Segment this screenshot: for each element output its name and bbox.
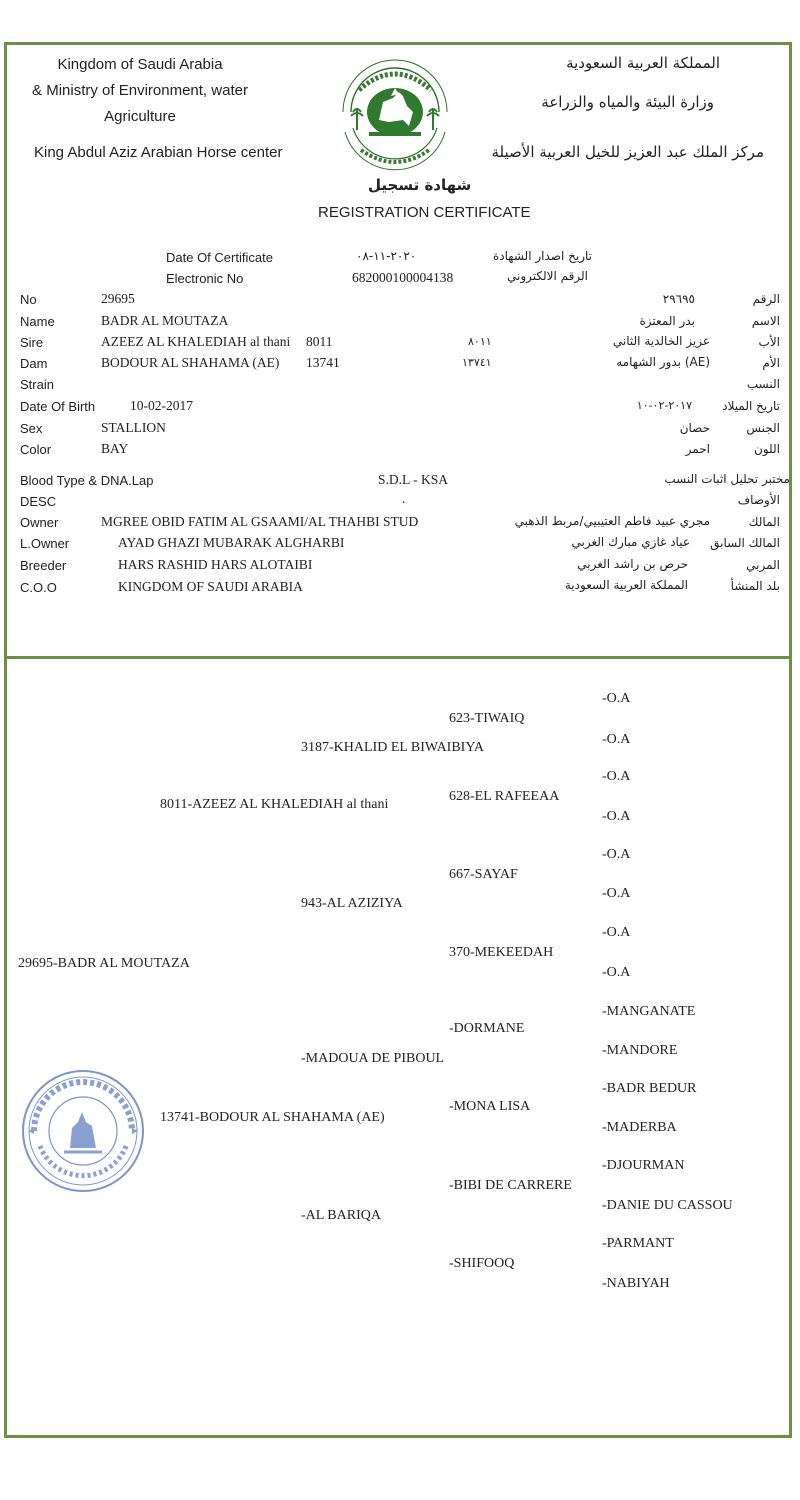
field-number: 8011	[306, 334, 333, 349]
pedigree-sire: 8011-AZEEZ AL KHALEDIAH al thani	[160, 797, 389, 812]
pedigree-gen2: -MADOUA DE PIBOUL	[301, 1051, 445, 1066]
date-of-certificate-label: Date Of Certificate	[166, 250, 273, 265]
pedigree-gen3: 623-TIWAIQ	[449, 711, 525, 726]
electronic-no-label: Electronic No	[166, 271, 244, 286]
breeder-label-ar: المربي	[746, 558, 780, 572]
breeder-value-ar: حرص بن راشد الغربي	[577, 557, 688, 571]
pedigree-gen4: -O.A	[602, 809, 631, 824]
field-value: STALLION	[101, 420, 166, 435]
field-value: 29695	[101, 291, 135, 306]
field-label-ar: الأب	[758, 335, 780, 349]
field-label: Name	[20, 314, 55, 329]
header-en-line2: & Ministry of Environment, water	[32, 82, 248, 99]
title-en: REGISTRATION CERTIFICATE	[318, 204, 531, 221]
pedigree-gen3: 370-MEKEEDAH	[449, 945, 554, 960]
field-value: BADR AL MOUTAZA	[101, 313, 229, 328]
field-number: 13741	[306, 355, 340, 370]
field-value: BAY	[101, 441, 129, 456]
title-ar: شهادة تسجيل	[368, 176, 472, 194]
pedigree-gen3: 667-SAYAF	[449, 867, 518, 882]
owner-label-ar: المالك	[748, 515, 780, 529]
blood-type-value: S.D.L - KSA	[378, 472, 449, 487]
pedigree-gen4: -O.A	[602, 691, 631, 706]
pedigree-gen3: -BIBI DE CARRERE	[449, 1178, 572, 1193]
pedigree-gen4: -DANIE DU CASSOU	[602, 1198, 733, 1213]
pedigree-gen4: -O.A	[602, 965, 631, 980]
last-owner-value-ar: عياد غازي مبارك الغربي	[571, 535, 690, 549]
pedigree-gen4: -NABIYAH	[602, 1276, 670, 1291]
field-label: Color	[20, 442, 52, 457]
header-en-line3: Agriculture	[104, 108, 176, 125]
pedigree-gen4: -MANGANATE	[602, 1004, 696, 1019]
header-en-line1: Kingdom of Saudi Arabia	[57, 56, 223, 73]
field-value-ar: ٢٠١٧-٠٢-١٠	[636, 399, 692, 412]
owner-value: MGREE OBID FATIM AL GSAAMI/AL THAHBI STUD	[101, 514, 419, 529]
pedigree-dam: 13741-BODOUR AL SHAHAMA (AE)	[160, 1110, 385, 1125]
pedigree-gen4: -MANDORE	[602, 1043, 678, 1058]
field-value: 10-02-2017	[130, 398, 193, 413]
registry-stamp-icon	[20, 1068, 146, 1194]
blood-type-label-ar: مختبر تحليل اثبات النسب	[664, 472, 790, 486]
field-value-ar: حصان	[679, 421, 710, 435]
pedigree-gen4: -DJOURMAN	[602, 1158, 685, 1173]
owner-value-ar: مجري عبيد فاطم العتيبيي/مربط الذهبي	[514, 514, 710, 528]
header-ar-line2: وزارة البيئة والمياه والزراعة	[541, 93, 714, 111]
pedigree-gen4: -O.A	[602, 732, 631, 747]
blood-type-label: Blood Type & DNA.Lap	[20, 473, 154, 488]
pedigree-gen3: -DORMANE	[449, 1021, 525, 1036]
pedigree-gen3: -SHIFOOQ	[449, 1256, 515, 1271]
field-value: AZEEZ AL KHALEDIAH al thani	[101, 334, 291, 349]
field-label: Sex	[20, 421, 43, 436]
pedigree-gen4: -O.A	[602, 847, 631, 862]
field-label-ar: اللون	[754, 442, 780, 456]
field-value-ar: عزيز الخالدية الثاني	[612, 334, 710, 348]
field-label-ar: النسب	[746, 377, 780, 391]
field-label: Dam	[20, 356, 48, 371]
field-label: Sire	[20, 335, 44, 350]
electronic-no-label-ar: الرقم الالكتروني	[507, 269, 588, 283]
field-label-ar: الأم	[762, 356, 780, 370]
pedigree-gen2: 943-AL AZIZIYA	[301, 896, 403, 911]
header-ar-line1: المملكة العربية السعودية	[566, 54, 720, 72]
country-of-origin-label-ar: بلد المنشأ	[730, 579, 780, 593]
pedigree-gen2: 3187-KHALID EL BIWAIBIYA	[301, 740, 485, 755]
field-label-ar: تاريخ الميلاد	[722, 399, 780, 413]
field-label: Strain	[20, 377, 54, 392]
field-value-ar: (AE) بدور الشهامه	[616, 355, 710, 369]
field-value: BODOUR AL SHAHAMA (AE)	[101, 355, 280, 370]
desc-value: .	[402, 491, 406, 506]
breeder-value: HARS RASHID HARS ALOTAIBI	[118, 557, 313, 572]
country-of-origin-value: KINGDOM OF SAUDI ARABIA	[118, 579, 303, 594]
electronic-no-value: 682000100004138	[352, 270, 454, 285]
date-of-certificate-label-ar: تاريخ اصدار الشهادة	[493, 249, 592, 263]
last-owner-label-ar: المالك السابق	[710, 536, 780, 550]
pedigree-gen4: -O.A	[602, 769, 631, 784]
field-value-ar: بدر المعتزة	[639, 314, 695, 328]
last-owner-value: AYAD GHAZI MUBARAK ALGHARBI	[118, 535, 345, 550]
pedigree-gen4: -BADR BEDUR	[602, 1081, 697, 1096]
desc-label: DESC	[20, 494, 57, 509]
field-label: No	[20, 292, 37, 307]
owner-label: Owner	[20, 515, 59, 530]
last-owner-label: L.Owner	[20, 536, 70, 551]
pedigree-gen4: -MADERBA	[602, 1120, 677, 1135]
desc-label-ar: الأوصاف	[737, 493, 780, 507]
pedigree-horse: 29695-BADR AL MOUTAZA	[18, 956, 190, 971]
date-of-certificate-value: ٢٠٢٠-١١-٠٨	[356, 249, 417, 263]
header-ar-center: مركز الملك عبد العزيز للخيل العربية الأصيلة	[491, 143, 764, 161]
field-number-ar: ٨٠١١	[468, 335, 492, 348]
field-label-ar: الرقم	[752, 292, 780, 306]
field-value-ar: ٢٩٦٩٥	[662, 292, 695, 306]
field-label: Date Of Birth	[20, 399, 96, 414]
field-label-ar: الجنس	[746, 421, 780, 435]
ministry-logo-icon	[333, 50, 457, 176]
pedigree-gen3: -MONA LISA	[449, 1099, 531, 1114]
pedigree-gen2: -AL BARIQA	[301, 1208, 381, 1223]
breeder-label: Breeder	[20, 558, 67, 573]
country-of-origin-value-ar: المملكة العربية السعودية	[564, 578, 688, 592]
pedigree-gen3: 628-EL RAFEEAA	[449, 789, 560, 804]
field-label-ar: الاسم	[751, 314, 780, 328]
field-value-ar: احمر	[685, 442, 710, 456]
country-of-origin-label: C.O.O	[20, 580, 57, 595]
pedigree-gen4: -O.A	[602, 925, 631, 940]
header-en-center: King Abdul Aziz Arabian Horse center	[34, 144, 283, 161]
pedigree-gen4: -O.A	[602, 886, 631, 901]
pedigree-gen4: -PARMANT	[602, 1236, 674, 1251]
field-number-ar: ١٣٧٤١	[462, 356, 492, 369]
